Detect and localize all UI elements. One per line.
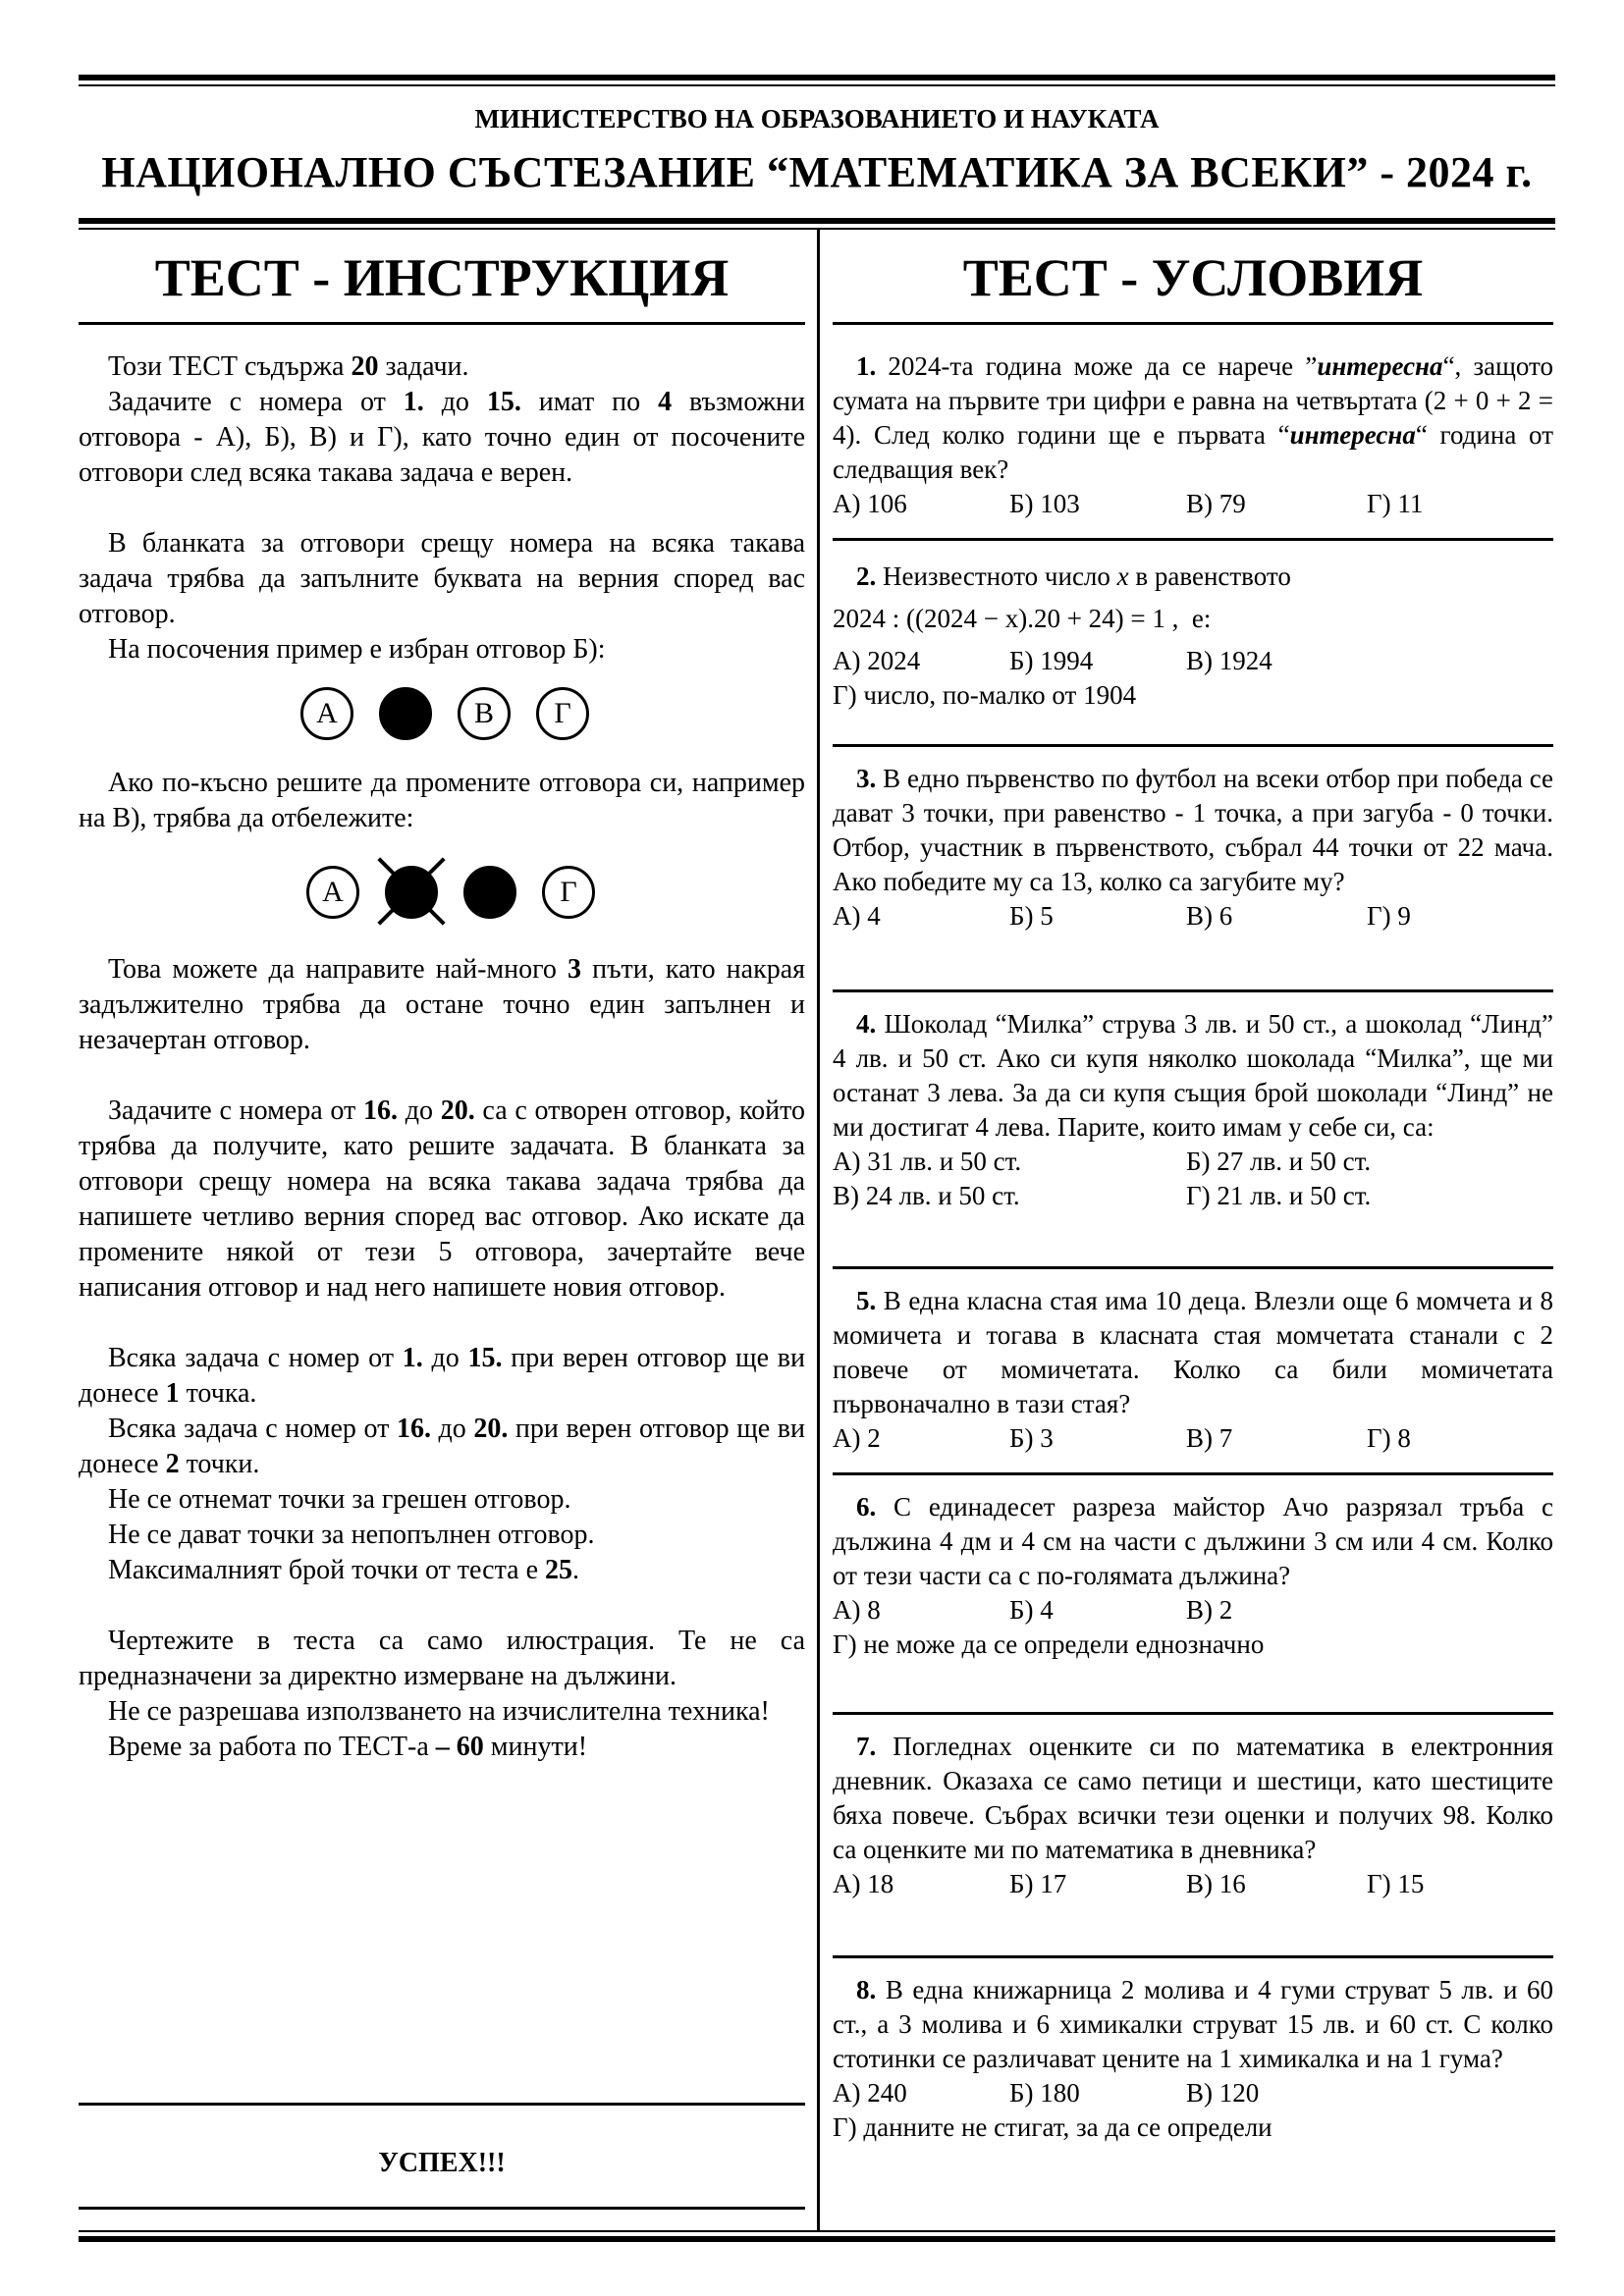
bottom-rule-thick	[79, 2236, 1555, 2242]
task-1-option-a: А) 106	[833, 489, 907, 518]
ministry-heading: МИНИСТЕРСТВО НА ОБРАЗОВАНИЕТО И НАУКАТА	[474, 104, 1160, 133]
cross-mark	[369, 850, 454, 934]
task-1-option-c: В) 79	[1186, 489, 1246, 518]
task-4-text: 4. Шоколад “Милка” струва 3 лв. и 50 ст., а шоколад “Линд” 4 лв. и 50 ст. Ако си купя няколко шоколада “Милка”, ще ми останат 3 лева. За да си купя същия брой шоколади “Линд” не ми достигат 4 лева. Парите, които имам у себе си, са:	[833, 1009, 1553, 1142]
task-3	[833, 762, 1553, 934]
task-7-options	[833, 1867, 1553, 1901]
task-6-option-d: Г) не може да се определи еднозначно	[833, 1629, 1265, 1659]
task-4-option-c: В) 24 лв. и 50 ст.	[833, 1181, 1020, 1210]
instr-p5: Ако по-късно решите да промените отговора си, например на В), трябва да отбележите:	[79, 768, 805, 833]
task-5	[833, 1284, 1553, 1456]
task-6-options	[833, 1593, 1553, 1628]
bubble-a: А	[300, 687, 353, 740]
task-3-options	[833, 899, 1553, 934]
task-separator-1	[833, 538, 1553, 541]
conditions-title-rule	[833, 322, 1553, 325]
task-4-option-b: Б) 27 лв. и 50 ст.	[1186, 1147, 1372, 1176]
bottom-rule-thin	[79, 2230, 1555, 2232]
bubble-b-filled	[379, 687, 432, 740]
task-2-options	[833, 644, 1553, 678]
task-4	[833, 1007, 1553, 1213]
instr-p3: В бланката за отговори срещу номера на всяка такава задача трябва да запълните буквата на верния според вас отговор.	[79, 528, 805, 629]
task-3-option-a: А) 4	[833, 901, 881, 931]
task-3-text: 3. В едно първенство по футбол на всеки отбор при победа се дават 3 точки, при равенство - 1 точка, а при загуба - 0 точки. Отбор, участник в първенството, събрал 44 точки от 22 мача. Ако победите му са 13, колко са загубите му?	[833, 764, 1553, 896]
instr-p12: Максималният брой точки от теста е 25.	[108, 1555, 580, 1585]
instr-p9: Всяка задача с номер от 16. до 20. при верен отговор ще ви донесе 2 точки.	[79, 1414, 805, 1479]
instr-p4: На посочения пример е избран отговор Б):	[108, 634, 606, 665]
task-7-option-c: В) 16	[1186, 1869, 1246, 1898]
task-7-option-a: А) 18	[833, 1869, 894, 1898]
instr-p15: Време за работа по ТЕСТ-а – 60 минути!	[108, 1732, 588, 1762]
task-separator-7	[833, 1955, 1553, 1958]
success-rule-bottom	[79, 2207, 805, 2210]
task-1-text: 1. 2024-та година може да се нарече ”интересна“, защото сумата на първите три цифри е равна на четвъртата (2 + 0 + 2 = 4). След колко години ще е първата “интересна“ година от следващия век?	[833, 351, 1553, 484]
instr-p1: Този ТЕСТ съдържа 20 задачи.	[108, 351, 469, 382]
task-6-option-b: Б) 4	[1009, 1595, 1054, 1625]
instr-p11: Не се дават точки за непопълнен отговор.	[108, 1520, 595, 1550]
task-2-formula: 2024 : ((2024 − x).20 + 24) = 1 , е:	[833, 604, 1212, 633]
task-8-option-a: А) 240	[833, 2078, 907, 2108]
task-8-option-d: Г) данните не стигат, за да се определи	[833, 2112, 1272, 2142]
task-5-option-b: Б) 3	[1009, 1423, 1054, 1453]
task-2	[833, 560, 1553, 713]
task-8-option-b: Б) 180	[1009, 2078, 1080, 2108]
task-2-option-a: А) 2024	[833, 646, 921, 675]
task-2-option-b: Б) 1994	[1009, 646, 1094, 675]
header-rule-thick	[79, 218, 1555, 224]
bubble-g: Г	[536, 687, 589, 740]
task-7-text: 7. Погледнах оценките си по математика в електронния дневник. Оказаха се само петици и шестици, като шестиците бяха повече. Събрах всички тези оценки и получих 98. Колко са оценките ми по математика в дневника?	[833, 1732, 1553, 1864]
success-message: УСПЕХ!!!	[378, 2148, 506, 2178]
task-3-option-c: В) 6	[1186, 901, 1233, 931]
instructions-title-rule	[79, 322, 805, 325]
task-separator-5	[833, 1472, 1553, 1475]
task-4-options-row1	[833, 1145, 1553, 1179]
task-8-text: 8. В една книжарница 2 молива и 4 гуми струват 5 лв. и 60 ст., а 3 молива и 6 химикалки струват 15 лв. и 60 ст. С колко стотинки се различават цените на 1 химикалка и на 1 гума?	[833, 1975, 1553, 2073]
task-8	[833, 1973, 1553, 2145]
task-7-option-d: Г) 15	[1367, 1869, 1425, 1898]
task-2-option-c: В) 1924	[1186, 646, 1272, 675]
instr-p7: Задачите с номера от 16. до 20. са с отворен отговор, който трябва да получите, като решите задачата. В бланката за отговори срещу номера на всяка такава задача трябва да напишете четливо верния според вас отговор. Ако искате да промените някой от тези 5 отговора, зачертайте вече написания отговор и над него напишете новия отговор.	[79, 1095, 806, 1303]
task-2-option-d: Г) число, по-малко от 1904	[833, 680, 1137, 710]
instr-p6: Това можете да направите най-много 3 пъти, като накрая задължително трябва да остане точно един запълнен и незачертан отговор.	[79, 954, 806, 1055]
instr-p10: Не се отнемат точки за грешен отговор.	[108, 1484, 571, 1515]
task-6-option-c: В) 2	[1186, 1595, 1233, 1625]
bubble-v-filled	[463, 866, 516, 919]
task-4-option-a: А) 31 лв. и 50 ст.	[833, 1147, 1022, 1176]
task-1	[833, 349, 1553, 521]
bubble-g-2: Г	[542, 866, 595, 919]
task-6-option-a: А) 8	[833, 1595, 881, 1625]
task-5-option-d: Г) 8	[1367, 1423, 1411, 1453]
top-rule-thick	[79, 75, 1555, 80]
task-7-option-b: Б) 17	[1009, 1869, 1067, 1898]
task-separator-2	[833, 744, 1553, 747]
task-separator-3	[833, 989, 1553, 992]
task-5-options	[833, 1421, 1553, 1456]
task-separator-4	[833, 1266, 1553, 1269]
bubble-a-2: А	[306, 866, 359, 919]
instructions-body	[79, 349, 805, 1765]
task-1-options	[833, 487, 1553, 521]
column-divider	[817, 228, 820, 2232]
task-separator-6	[833, 1712, 1553, 1715]
bubble-v: В	[458, 687, 511, 740]
task-4-options-row2	[833, 1179, 1553, 1213]
top-rule-thin	[79, 84, 1555, 86]
task-6-text: 6. С единадесет разреза майстор Ачо разрязал тръба с дължина 4 дм и 4 см на части с дължини 3 см или 4 см. Колко от тези части са с по-голямата дължина?	[833, 1492, 1553, 1590]
task-8-options	[833, 2076, 1553, 2110]
task-3-option-b: Б) 5	[1009, 901, 1054, 931]
example-bubbles-2	[79, 836, 805, 952]
task-3-option-d: Г) 9	[1367, 901, 1411, 931]
competition-title: НАЦИОНАЛНО СЪСТЕЗАНИЕ “МАТЕМАТИКА ЗА ВСЕКИ” - 2024 г.	[101, 148, 1533, 196]
task-6	[833, 1490, 1553, 1662]
task-8-option-c: В) 120	[1186, 2078, 1260, 2108]
instr-p8: Всяка задача с номер от 1. до 15. при верен отговор ще ви донесе 1 точка.	[79, 1343, 805, 1409]
success-rule-top	[79, 2103, 805, 2106]
task-1-option-b: Б) 103	[1009, 489, 1080, 518]
instr-p2: Задачите с номера от 1. до 15. имат по 4 възможни отговора - А), Б), В) и Г), като точно един от посочените отговори след всяка такава задача е верен.	[79, 387, 806, 488]
example-bubbles-1	[79, 667, 805, 766]
task-5-text: 5. В една класна стая има 10 деца. Влезли още 6 момчета и 8 момичета и тогава в класната стая момчетата станали с 2 повече от момичетата. Колко са били момичетата първоначално в тази стая?	[833, 1286, 1553, 1418]
task-7	[833, 1730, 1553, 1901]
instructions-title: ТЕСТ - ИНСТРУКЦИЯ	[154, 248, 730, 307]
task-5-option-a: А) 2	[833, 1423, 881, 1453]
task-2-text: 2. Неизвестното число x в равенството	[856, 561, 1291, 591]
conditions-title: ТЕСТ - УСЛОВИЯ	[962, 248, 1424, 307]
task-4-option-d: Г) 21 лв. и 50 ст.	[1186, 1181, 1372, 1210]
task-1-option-d: Г) 11	[1367, 489, 1424, 518]
instr-p13: Чертежите в теста са само илюстрация. Те не са предназначени за директно измерване на дължини.	[79, 1626, 805, 1691]
task-5-option-c: В) 7	[1186, 1423, 1233, 1453]
instr-p14: Не се разрешава използването на изчислителна техника!	[108, 1696, 770, 1727]
